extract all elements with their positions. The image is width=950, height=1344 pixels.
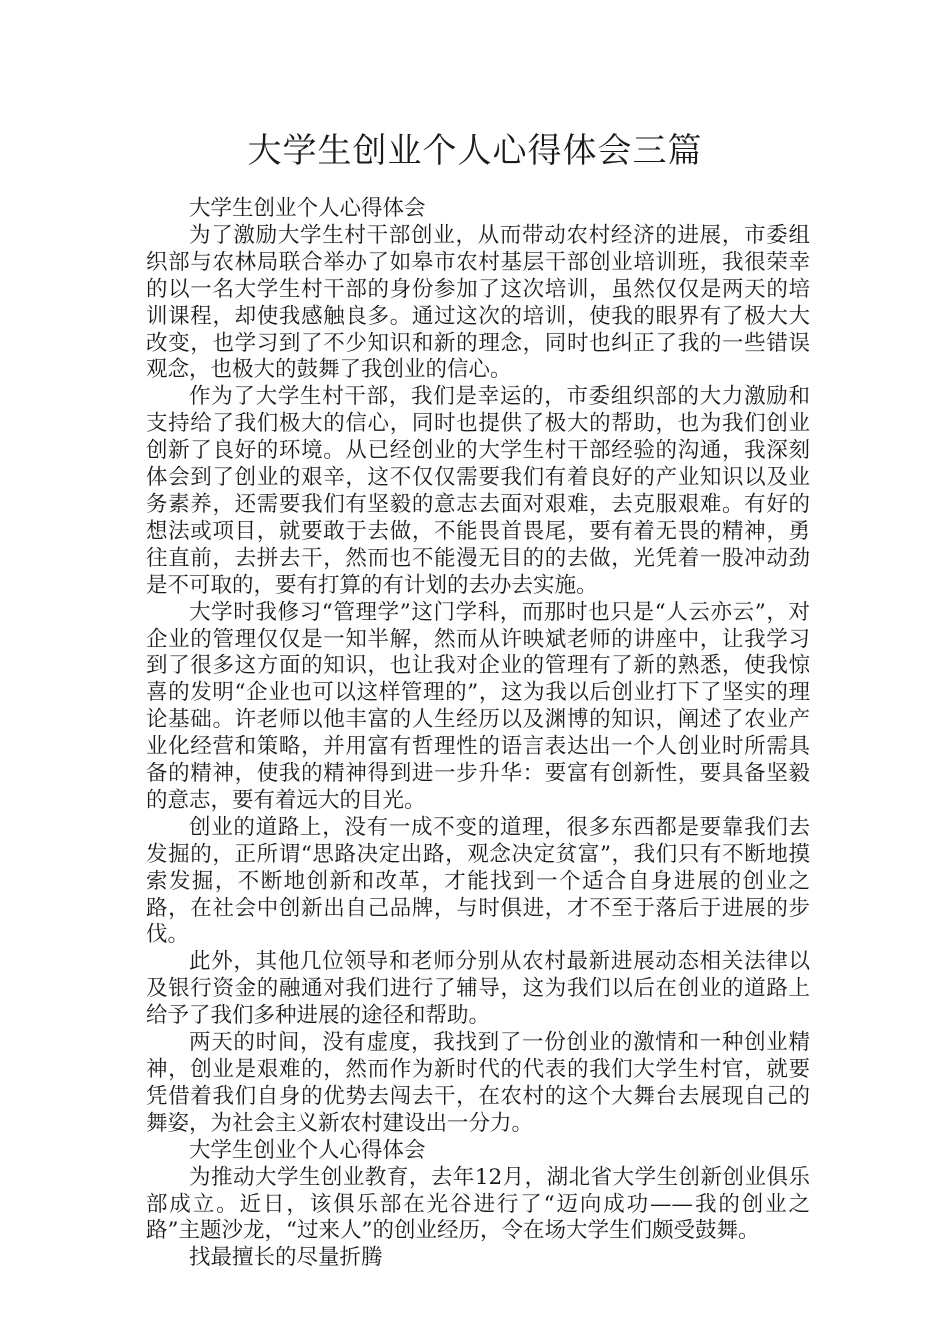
body-paragraph: 作为了大学生村干部，我们是幸运的，市委组织部的大力激励和支持给了我们极大的信心，同时也提供了极大的帮助，也为我们创业创新了良好的环境。从已经创业的大学生村干部经验的沟通，我深刻体会到了创业的艰辛，这不仅仅需要我们有着良好的产业知识以及业务素养，还需要我们有坚毅的意志去面对艰难，去克服艰难。有好的想法或项目，就要敢于去做，不能畏首畏尾，要有着无畏的精神，勇往直前，去拼去干，然而也不能漫无目的的去做，光凭着一股冲动劲是不可取的，要有打算的有计划的去办去实施。 xyxy=(146,384,810,598)
section-heading: 大学生创业个人心得体会 xyxy=(189,196,426,221)
body-paragraph: 此外，其他几位领导和老师分别从农村最新进展动态相关法律以及银行资金的融通对我们进行了辅导，这为我们以后在创业的道路上给予了我们多种进展的途径和帮助。 xyxy=(146,949,810,1029)
body-paragraph: 大学时我修习“管理学”这门学科，而那时也只是“人云亦云”，对企业的管理仅仅是一知半解，然而从许映斌老师的讲座中，让我学习到了很多这方面的知识，也让我对企业的管理有了新的熟悉，使我惊喜的发明“企业也可以这样管理的”，这为我以后创业打下了坚实的理论基础。许老师以他丰富的人生经历以及渊博的知识，阐述了农业产业化经营和策略，并用富有哲理性的语言表达出一个人创业时所需具备的精神，使我的精神得到进一步升华：要富有创新性，要具备坚毅的意志，要有着远大的目光。 xyxy=(146,599,810,813)
body-paragraph: 创业的道路上，没有一成不变的道理，很多东西都是要靠我们去发掘的，正所谓“思路决定出路，观念决定贫富”，我们只有不断地摸索发掘，不断地创新和改革，才能找到一个适合自身进展的创业之路，在社会中创新出自己品牌，与时俱进，才不至于落后于进展的步伐。 xyxy=(146,814,810,948)
document-body xyxy=(146,196,810,1272)
section-subheading: 找最擅长的尽量折腾 xyxy=(189,1245,383,1271)
body-paragraph: 两天的时间，没有虚度，我找到了一份创业的激情和一种创业精神，创业是艰难的，然而作为新时代的代表的我们大学生村官，就要凭借着我们自身的优势去闯去干，在农村的这个大舞台去展现自己的舞姿，为社会主义新农村建设出一分力。 xyxy=(146,1030,810,1136)
body-paragraph: 为推动大学生创业教育，去年12月，湖北省大学生创新创业俱乐部成立。近日，该俱乐部在光谷进行了“迈向成功——我的创业之路”主题沙龙，“过来人”的创业经历，令在场大学生们颇受鼓舞。 xyxy=(146,1164,810,1244)
document-title: 大学生创业个人心得体会三篇 xyxy=(247,131,703,171)
section-heading: 大学生创业个人心得体会 xyxy=(189,1137,426,1163)
body-paragraph: 为了激励大学生村干部创业，从而带动农村经济的进展，市委组织部与农林局联合举办了如皋市农村基层干部创业培训班，我很荣幸的以一名大学生村干部的身份参加了这次培训，虽然仅仅是两天的培训课程，却使我感触良多。通过这次的培训，使我的眼界有了极大大改变，也学习到了不少知识和新的理念，同时也纠正了我的一些错误观念，也极大的鼓舞了我创业的信心。 xyxy=(146,222,810,383)
